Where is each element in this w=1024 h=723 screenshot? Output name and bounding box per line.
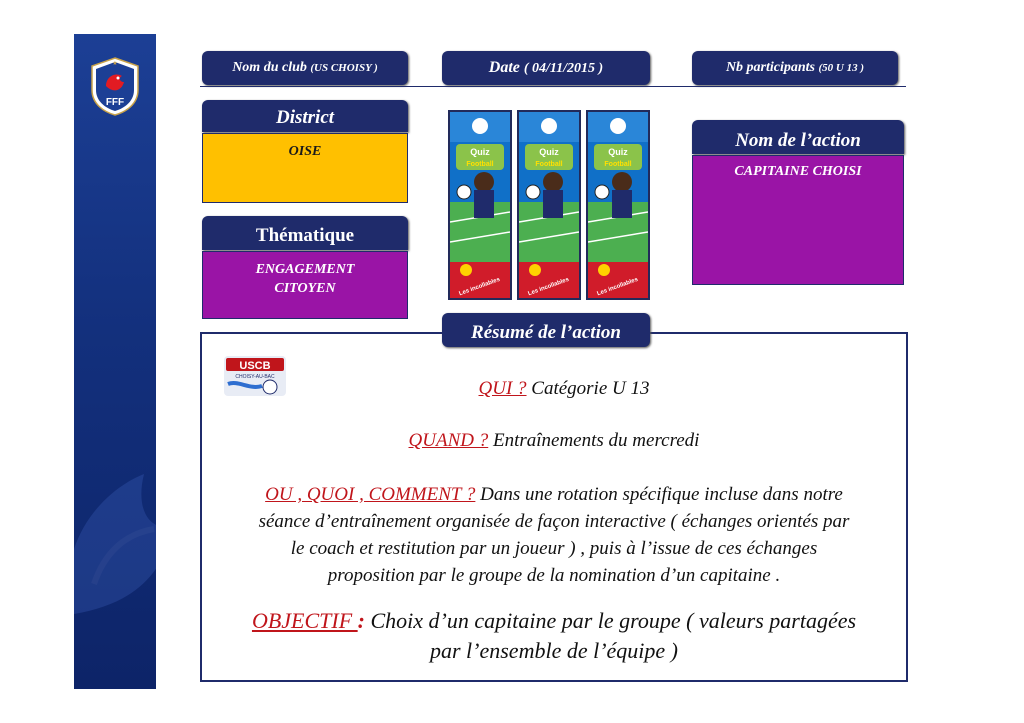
quiz-card-brand: Les incollables: [596, 276, 639, 298]
fff-logo-icon: [88, 56, 142, 116]
thematique-value-box: [202, 251, 408, 319]
participants-box: [692, 51, 898, 85]
date-label: Date: [488, 59, 520, 76]
quiz-card: [586, 110, 650, 300]
participants-label: Nb participants: [725, 60, 816, 75]
quiz-card-brand: Les incollables: [527, 276, 570, 298]
club-name-label: Nom du club: [232, 60, 307, 75]
ou-line-2: [202, 511, 906, 533]
ou-text-3: le coach et restitution par un joueur ) , puis à l’issue de ces échanges: [290, 538, 818, 559]
summary-label-box: [442, 313, 650, 347]
summary-panel: [200, 332, 908, 682]
ou-line-3: [202, 538, 906, 560]
quiz-card-brand: Les incollables: [458, 276, 501, 298]
quand-label: QUAND ?: [408, 430, 489, 451]
ou-line-4: [202, 565, 906, 587]
quiz-card-subtitle: Football: [604, 161, 632, 168]
district-label: District: [275, 107, 335, 128]
quiz-card-subtitle: Football: [466, 161, 494, 168]
ou-label: OU , QUOI , COMMENT ?: [265, 484, 476, 505]
district-label-box: [202, 100, 408, 132]
summary-label: Résumé de l’action: [471, 322, 621, 343]
objectif-line-2: [202, 638, 906, 664]
date-box: [442, 51, 650, 85]
qui-line: [202, 378, 906, 400]
quiz-card-art-icon: [588, 112, 648, 298]
ou-text-2: séance d’entraînement organisée de façon interactive ( échanges orientés par: [258, 511, 850, 532]
objectif-line-1: [202, 608, 906, 634]
header-divider: [200, 86, 906, 87]
thematique-label-box: [202, 216, 408, 250]
qui-text: Catégorie U 13: [526, 378, 650, 399]
rooster-watermark-icon: [74, 434, 156, 634]
district-value: OISE: [288, 144, 322, 159]
club-logo-sub: CHOISY-AU-BAC: [235, 374, 275, 380]
sidebar-band: [74, 34, 156, 689]
action-label-box: [692, 120, 904, 154]
thematique-value-line2: CITOYEN: [274, 281, 336, 296]
action-value-box: [692, 155, 904, 285]
quiz-card-title: Quiz: [539, 147, 559, 157]
thematique-value-line1: ENGAGEMENT: [255, 262, 355, 277]
participants-value: (50 U 13 ): [818, 62, 865, 74]
quiz-card-title: Quiz: [470, 147, 490, 157]
objectif-text-2: par l’ensemble de l’équipe ): [429, 638, 679, 663]
quiz-card-art-icon: [519, 112, 579, 298]
objectif-colon: :: [357, 608, 365, 633]
svg-text:FFF: FFF: [105, 97, 125, 108]
action-value: CAPITAINE CHOISI: [734, 164, 862, 179]
quand-text: Entraînements du mercredi: [488, 430, 700, 451]
objectif-text-1: Choix d’un capitaine par le groupe ( valeurs partagées: [364, 608, 857, 633]
quiz-card-subtitle: Football: [535, 161, 563, 168]
quiz-card-art-icon: [450, 112, 510, 298]
club-name-value: (US CHOISY ): [310, 62, 378, 74]
club-name-box: [202, 51, 408, 85]
quiz-card-title: Quiz: [608, 147, 628, 157]
ou-text-1: Dans une rotation spécifique incluse dans notre: [475, 484, 843, 505]
ou-line-1: [202, 484, 906, 506]
ou-text-4: proposition par le groupe de la nomination d’un capitaine .: [327, 565, 781, 586]
club-logo-text: USCB: [239, 360, 271, 372]
date-value: ( 04/11/2015 ): [523, 61, 604, 76]
svg-text:★: ★: [112, 61, 118, 67]
quiz-card: [517, 110, 581, 300]
objectif-label: OBJECTIF: [251, 608, 358, 633]
thematique-label: Thématique: [255, 225, 355, 246]
district-value-box: [202, 133, 408, 203]
quiz-card: [448, 110, 512, 300]
quand-line: [202, 430, 906, 452]
qui-label: QUI ?: [478, 378, 527, 399]
action-label: Nom de l’action: [735, 130, 861, 151]
